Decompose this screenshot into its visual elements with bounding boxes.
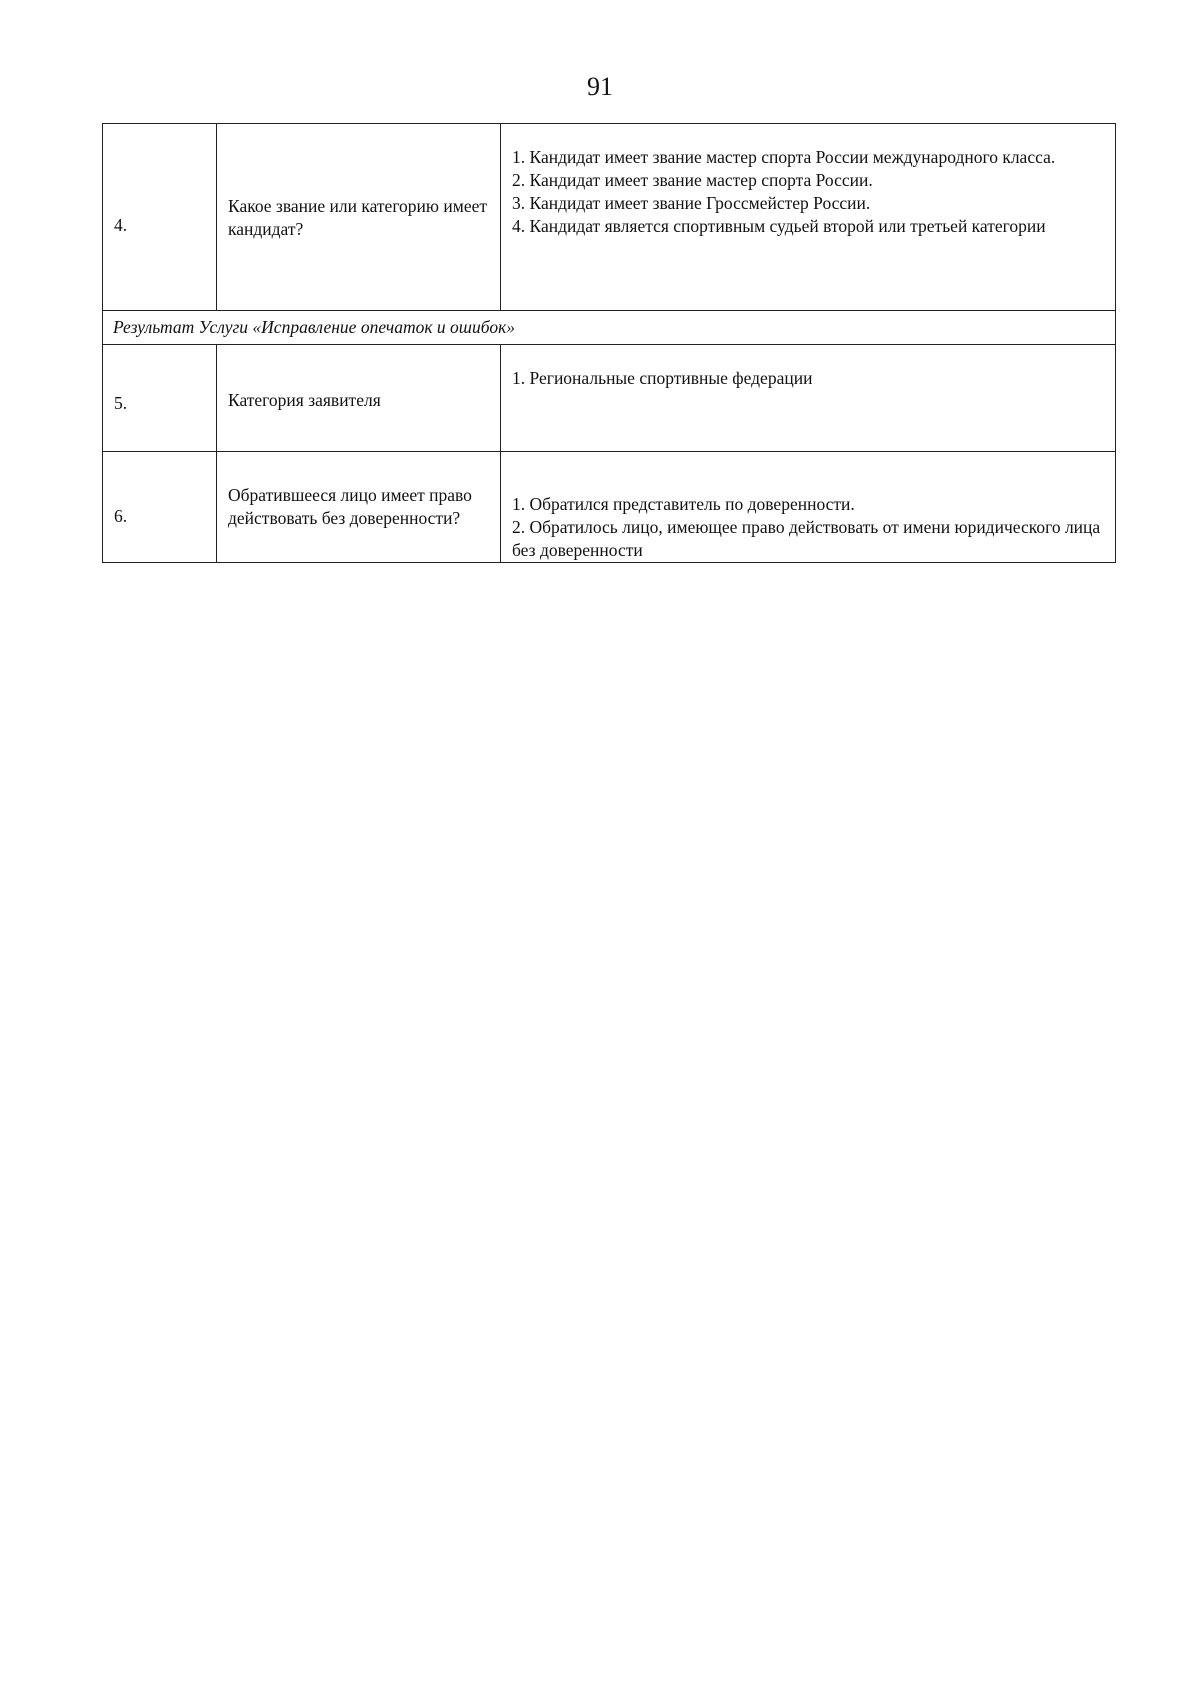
table-row xyxy=(103,452,1116,563)
answer-option: 2. Кандидат имеет звание мастер спорта России. xyxy=(512,170,873,190)
answer-option: 1. Региональные спортивные федерации xyxy=(512,368,813,388)
row-number: 4. xyxy=(103,124,217,311)
answer-option: 4. Кандидат является спортивным судьей второй или третьей категории xyxy=(512,216,1046,236)
answer-option: 3. Кандидат имеет звание Гроссмейстер России. xyxy=(512,193,871,213)
section-title: Результат Услуги «Исправление опечаток и ошибок» xyxy=(103,311,1116,345)
table-row xyxy=(103,345,1116,452)
section-header-row xyxy=(103,311,1116,345)
answers-cell xyxy=(501,345,1116,452)
answer-option: 1. Кандидат имеет звание мастер спорта России международного класса. xyxy=(512,147,1056,167)
answer-option: 1. Обратился представитель по доверенности. xyxy=(512,494,855,514)
answer-option: 2. Обратилось лицо, имеющее право действовать от имени юридического лица без доверенности xyxy=(512,517,1101,560)
criteria-table xyxy=(102,123,1116,563)
answers-cell xyxy=(501,452,1116,563)
page-number: 91 xyxy=(587,72,613,101)
row-number: 6. xyxy=(103,452,217,563)
answers-cell xyxy=(501,124,1116,311)
table-row xyxy=(103,124,1116,311)
row-number: 5. xyxy=(103,345,217,452)
question-cell: Категория заявителя xyxy=(217,345,501,452)
question-cell: Обратившееся лицо имеет право действовать без доверенности? xyxy=(217,452,501,563)
question-cell: Какое звание или категорию имеет кандидат? xyxy=(217,124,501,311)
